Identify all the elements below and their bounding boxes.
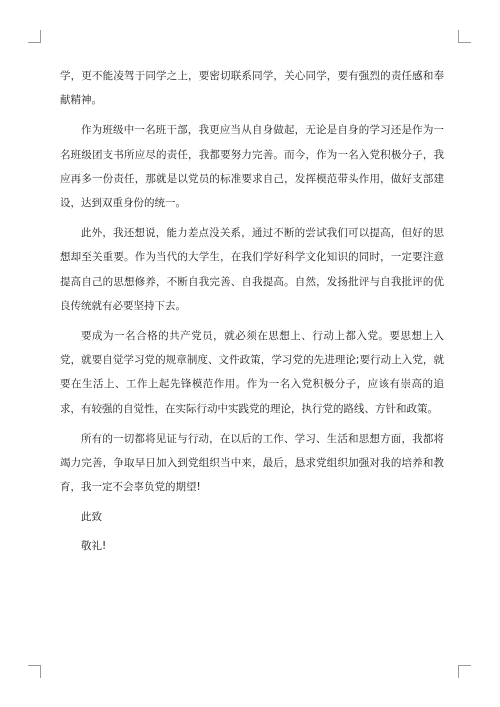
paragraph: 学，更不能凌驾于同学之上，要密切联系同学，关心同学，要有强烈的责任感和奉献精神。 (60, 70, 444, 107)
closing-salutation: 此致 (81, 511, 102, 524)
paragraph: 要成为一名合格的共产党员，就必须在思想上、行动上都入党。要思想上入党，就要自觉学习党的规章制度、文件政策，学习党的先进理论;要行动上入党，就要在生活上、工作上起先锋模范作用。作为一名入党积极分子，应该有崇高的追求，有较强的自觉性，在实际行动中实践党的理论，执行党的路线、方针和政策。 (60, 330, 444, 415)
crop-mark-bottom-left (28, 665, 41, 678)
crop-mark-top-right (458, 30, 471, 43)
paragraph: 所有的一切都将见证与行动，在以后的工作、学习、生活和思想方面，我都将竭力完善，争取早日加入到党组织当中来，最后，恳求党组织加强对我的培养和教育，我一定不会辜负党的期望! (60, 432, 444, 494)
crop-mark-bottom-right (458, 665, 471, 678)
closing-regards: 敬礼! (81, 539, 107, 552)
paragraph: 此外，我还想说，能力差点没关系，通过不断的尝试我们可以提高，但好的思想却至关重要。作为当代的大学生，在我们学好科学文化知识的同时，一定要注意提高自己的思想修养，不断自我完善、自我提高。自然，发扬批评与自我批评的优良传统就有必要坚持下去。 (60, 227, 444, 312)
paragraph: 作为班级中一名班干部，我更应当从自身做起，无论是自身的学习还是作为一名班级团支书所应尽的责任，我都要努力完善。而今，作为一名入党积极分子，我应再多一份责任，那就是以党员的标准要求自己，发挥模范带头作用，做好支部建设，达到双重身份的统一。 (60, 124, 444, 210)
document-body (60, 64, 444, 558)
crop-mark-top-left (28, 30, 41, 43)
